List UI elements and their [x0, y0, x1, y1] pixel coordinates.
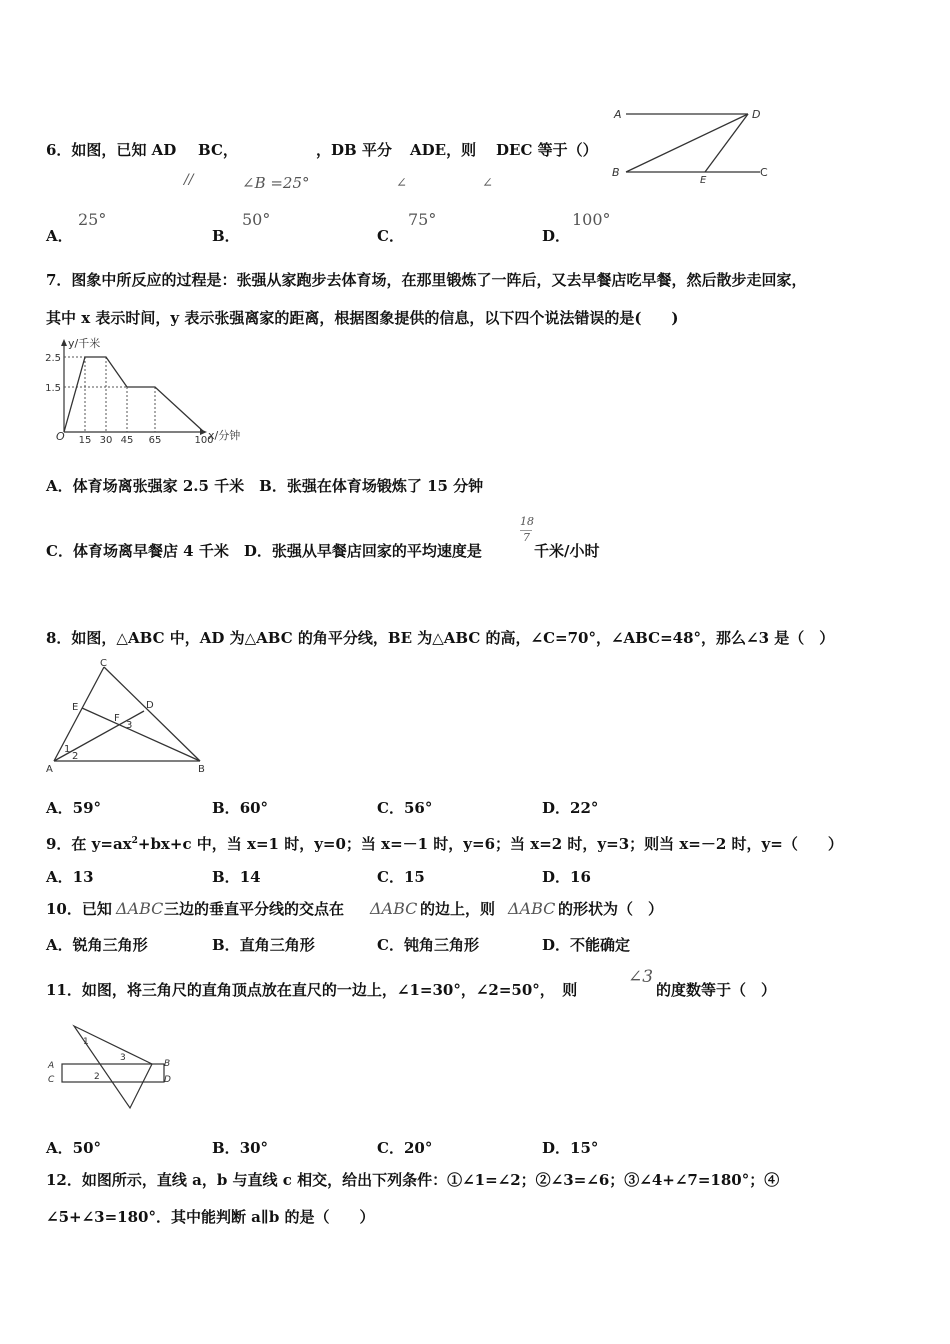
q11-option-c-value: 20°: [403, 1139, 433, 1157]
q8-option-a-value: 59°: [72, 799, 102, 817]
q10-option-b-letter: B．: [212, 936, 240, 954]
q8-label-e: E: [72, 702, 79, 713]
q9-option-d-value: 16: [570, 868, 591, 886]
q9-superscript: 2: [131, 836, 138, 846]
q11-option-a[interactable]: [46, 1137, 101, 1158]
q8-label-3: 3: [126, 720, 133, 731]
q8-option-a-letter: A．: [46, 799, 73, 817]
q8-label-a: A: [46, 764, 53, 775]
q10-stem-b: 三边的垂直平分线的交点在: [164, 900, 345, 918]
q11-figure: [44, 1022, 180, 1114]
q7-y-axis-label: y/千米: [68, 337, 101, 350]
q7-chart: [40, 336, 255, 448]
q8-option-d-letter: D．: [542, 799, 571, 817]
q8-option-b[interactable]: [212, 797, 268, 818]
q6-line-bd: [626, 114, 748, 172]
q7-fraction-numerator: 18: [520, 515, 534, 528]
q6-option-c-value: 75°: [408, 210, 437, 229]
q8-option-c-value: 56°: [403, 799, 433, 817]
q6-stem-e: DEC 等于（）: [496, 141, 598, 159]
q7-y-tick-label: 2.5: [45, 353, 61, 364]
q11-option-a-letter: A．: [46, 1139, 73, 1157]
q7-x-axis-label: x/分钟: [208, 429, 241, 442]
q9-stem-b: +bx+c 中，当 x=1 时，y=0；当 x=－1 时，y=6；当 x=2 时，y=3；则当 x=－2 时，y=（ ）: [137, 835, 843, 853]
q9-option-a-value: 13: [72, 868, 94, 886]
q7-x-tick-label: 30: [99, 435, 113, 446]
q10-stem-d: 的形状为（ ）: [558, 900, 664, 918]
q6-label-b: B: [612, 166, 620, 179]
q6-figure: [608, 104, 778, 184]
q6-stem-c: ，DB 平分: [316, 141, 392, 159]
q12-line-2: ∠5+∠3=180°．其中能判断 a∥b 的是（ ）: [46, 1208, 375, 1226]
q6-label-e: E: [700, 175, 707, 184]
q8-label-f: F: [114, 713, 120, 724]
q7-line-2: 其中 x 表示时间，y 表示张强离家的距离，根据图象提供的信息，以下四个说法错误的是( ): [46, 309, 679, 327]
q11-option-b-value: 30°: [239, 1139, 269, 1157]
q7-options-cd[interactable]: C．体育场离早餐店 4 千米 D．张强从早餐店回家的平均速度是: [46, 542, 482, 560]
q6-option-d-letter: D．: [542, 227, 571, 245]
q11-label-a: A: [48, 1061, 55, 1071]
q11-label-2: 2: [94, 1072, 100, 1082]
q7-options-ab[interactable]: A．体育场离张强家 2.5 千米 B．张强在体育场锻炼了 15 分钟: [46, 477, 484, 495]
q7-y-arrow: [61, 339, 67, 346]
q10-option-c-letter: C．: [377, 936, 404, 954]
q6-stem-d: ADE，则: [410, 141, 477, 159]
q10-option-c[interactable]: [377, 934, 479, 955]
q8-label-d: D: [146, 700, 154, 711]
q7-x-tick-label: 100: [194, 435, 214, 446]
q6-option-c-letter: C．: [377, 227, 404, 245]
q8-stem: 8．如图，△ABC 中，AD 为△ABC 的角平分线，BE 为△ABC 的高，∠C=70°，∠ABC=48°，那么∠3 是（ ）: [46, 629, 835, 647]
q9-option-c-letter: C．: [377, 868, 404, 886]
q11-option-a-value: 50°: [72, 1139, 102, 1157]
q6-angle-symbol-1: ∠: [396, 176, 407, 191]
q11-option-d-value: 15°: [570, 1139, 599, 1157]
q11-ruler: [62, 1064, 164, 1082]
q8-option-b-value: 60°: [239, 799, 269, 817]
q6-option-d-value: 100°: [572, 210, 611, 229]
q11-label-b: B: [164, 1059, 171, 1069]
q8-option-c[interactable]: [377, 797, 432, 818]
q9-option-c-value: 15: [403, 868, 425, 886]
q7-origin-label: O: [56, 430, 65, 443]
q6-stem-a: 6．如图，已知 AD: [46, 141, 177, 159]
q6-option-b-value: 50°: [242, 210, 271, 229]
q7-fraction-denominator: 7: [523, 531, 530, 544]
q10-option-d[interactable]: [542, 934, 630, 955]
q11-option-d-letter: D．: [542, 1139, 571, 1157]
q7-line-1: 7．图象中所反应的过程是：张强从家跑步去体育场，在那里锻炼了一阵后，又去早餐店吃早餐，然后散步走回家，: [46, 271, 807, 289]
q7-x-tick-label: 15: [78, 435, 92, 446]
q9-option-d-letter: D．: [542, 868, 571, 886]
q8-label-2: 2: [72, 751, 79, 762]
q6-stem-b: BC，: [198, 141, 238, 159]
q8-label-c: C: [100, 658, 107, 669]
q9-option-a[interactable]: [46, 866, 94, 887]
q12-line-1: 12．如图所示，直线 a，b 与直线 c 相交，给出下列条件：①∠1=∠2；②∠3=∠6；③∠4+∠7=180°；④: [46, 1171, 780, 1189]
q10-option-c-value: 钝角三角形: [403, 936, 479, 954]
q10-option-a[interactable]: [46, 934, 148, 955]
q6-option-a-letter: A．: [46, 227, 73, 245]
q11-angle-3: ∠3: [628, 967, 654, 987]
q8-label-1: 1: [64, 744, 71, 755]
q10-option-b-value: 直角三角形: [239, 936, 315, 954]
q9-option-c[interactable]: [377, 866, 425, 887]
q9-option-d[interactable]: [542, 866, 591, 887]
q10-stem-c: 的边上，则: [420, 900, 496, 918]
q8-altitude-be: [82, 708, 200, 761]
q6-angle-symbol-2: ∠: [482, 176, 493, 191]
q6-parallel-symbol: //: [184, 172, 194, 188]
q6-angle-b: ∠B =25°: [242, 174, 310, 192]
q11-stem-a: 11．如图，将三角尺的直角顶点放在直尺的一边上，∠1=30°，∠2=50°， 则: [46, 981, 578, 999]
q6-label-a: A: [614, 108, 622, 121]
q11-stem-b: 的度数等于（ ）: [656, 981, 777, 999]
q9-option-b[interactable]: [212, 866, 261, 887]
q10-option-d-letter: D．: [542, 936, 571, 954]
q8-figure: [42, 658, 217, 776]
q11-option-c-letter: C．: [377, 1139, 404, 1157]
q10-option-a-value: 锐角三角形: [72, 936, 148, 954]
q11-option-c[interactable]: [377, 1137, 432, 1158]
q8-option-d[interactable]: [542, 797, 598, 818]
q10-triangle-2: ΔABC: [370, 899, 418, 918]
q8-option-b-letter: B．: [212, 799, 240, 817]
q7-x-tick-label: 65: [148, 435, 162, 446]
q7-options-cd-unit: 千米/小时: [534, 542, 600, 560]
q7-y-tick-label: 1.5: [45, 383, 61, 394]
q6-option-b-letter: B．: [212, 227, 240, 245]
q9-stem-a: 9．在 y=ax: [46, 835, 132, 853]
q10-option-a-letter: A．: [46, 936, 73, 954]
q11-option-b[interactable]: [212, 1137, 268, 1158]
q10-triangle-1: ΔABC: [116, 899, 164, 918]
q10-option-d-value: 不能确定: [570, 936, 631, 954]
q8-option-a[interactable]: [46, 797, 101, 818]
q6-option-a-value: 25°: [78, 210, 107, 229]
q8-label-b: B: [198, 764, 205, 775]
q7-x-tick-label: 45: [120, 435, 134, 446]
q11-label-3: 3: [120, 1053, 126, 1063]
q8-option-d-value: 22°: [570, 799, 599, 817]
q9-option-a-letter: A．: [46, 868, 73, 886]
q11-label-d: D: [164, 1075, 171, 1085]
q8-option-c-letter: C．: [377, 799, 404, 817]
q11-option-d[interactable]: [542, 1137, 598, 1158]
q11-label-1: 1: [83, 1037, 89, 1047]
q10-stem-a: 10．已知: [46, 900, 112, 918]
q9-option-b-value: 14: [239, 868, 261, 886]
q11-label-c: C: [48, 1075, 55, 1085]
q6-label-c: C: [760, 166, 768, 179]
q6-line-ed: [705, 114, 748, 172]
q11-option-b-letter: B．: [212, 1139, 240, 1157]
q9-stem: [46, 832, 843, 853]
q10-option-b[interactable]: [212, 934, 315, 955]
q9-option-b-letter: B．: [212, 868, 240, 886]
q6-label-d: D: [752, 108, 761, 121]
q10-triangle-3: ΔABC: [508, 899, 556, 918]
